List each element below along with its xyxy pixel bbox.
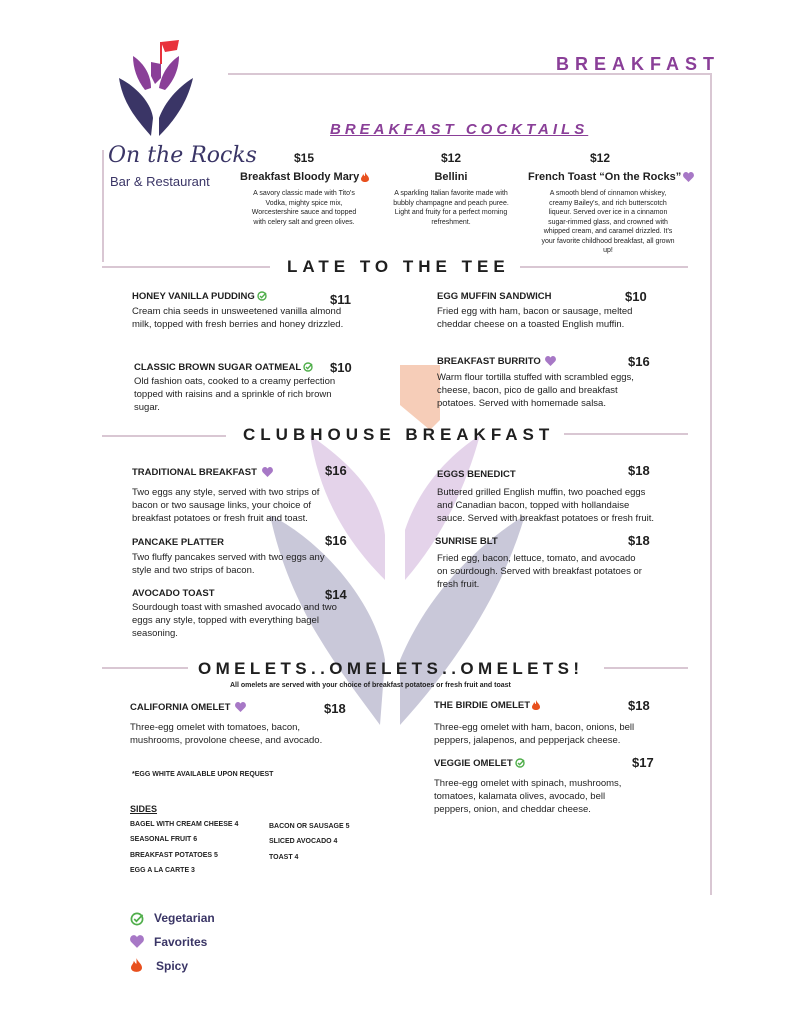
menu-item-desc: Old fashion oats, cooked to a creamy perfection topped with raisins and a sprinkle of rich brown sugar. xyxy=(134,376,336,413)
cocktails-title: BREAKFAST COCKTAILS xyxy=(330,121,589,138)
menu-item-price: $16 xyxy=(628,354,650,369)
menu-item-price: $16 xyxy=(325,533,347,548)
check-leaf-icon xyxy=(130,912,144,926)
section-divider xyxy=(520,266,688,268)
menu-item-name: CALIFORNIA OMELET xyxy=(130,702,246,713)
menu-item-name: CLASSIC BROWN SUGAR OATMEAL xyxy=(134,362,313,373)
menu-item-price: $18 xyxy=(628,698,650,713)
legend-vegetarian: Vegetarian xyxy=(154,911,215,925)
menu-item-desc: Buttered grilled English muffin, two poached eggs and Canadian bacon, topped with hollandaise sauce. Served with breakfast potatoes or fresh fruit. xyxy=(437,487,655,524)
page-title: BREAKFAST xyxy=(556,54,721,74)
section-divider xyxy=(102,435,226,437)
menu-item-name: AVOCADO TOAST xyxy=(132,588,215,599)
heart-icon xyxy=(235,702,246,712)
check-leaf-icon xyxy=(303,362,313,372)
menu-item-desc: Cream chia seeds in unsweetened vanilla almond milk, topped with fresh berries and honey drizzled. xyxy=(132,306,344,330)
section-title-late: LATE TO THE TEE xyxy=(287,257,510,276)
legend-spicy: Spicy xyxy=(156,959,189,973)
menu-item-price: $10 xyxy=(625,289,647,304)
flame-icon xyxy=(532,700,540,710)
menu-item-name: EGGS BENEDICT xyxy=(437,469,516,480)
check-leaf-icon xyxy=(257,291,267,301)
cocktail-name: French Toast “On the Rocks” xyxy=(528,171,682,183)
side-item: TOAST 4 xyxy=(269,854,299,861)
legend-favorites: Favorites xyxy=(154,935,208,949)
menu-item-name: TRADITIONAL BREAKFAST xyxy=(132,467,273,478)
menu-item-name: HONEY VANILLA PUDDING xyxy=(132,291,267,302)
section-divider xyxy=(102,266,270,268)
cocktail-desc: A smooth blend of cinnamon whiskey, creamy Bailey's, and rich butterscotch liqueur. Served over ice in a cinnamon sugar-rimmed glass, and crowned with whipped cream, and caramel drizzled. It's your favorite childhood breakfast, all grown up! xyxy=(541,190,675,254)
side-item: BAGEL WITH CREAM CHEESE 4 xyxy=(130,821,239,828)
section-divider xyxy=(102,667,188,669)
menu-item-desc: Sourdough toast with smashed avocado and two eggs any style, topped with everything bagel seasoning. xyxy=(132,602,337,639)
menu-item-desc: Warm flour tortilla stuffed with scrambled eggs, cheese, bacon, pico de gallo and breakfast potatoes. Served with homemade salsa. xyxy=(437,372,634,409)
heart-icon xyxy=(545,356,556,366)
side-item: BREAKFAST POTATOES 5 xyxy=(130,852,218,859)
side-item: BACON OR SAUSAGE 5 xyxy=(269,823,350,830)
heart-icon xyxy=(262,467,273,477)
menu-item-price: $16 xyxy=(325,463,347,478)
menu-item-price: $18 xyxy=(324,701,346,716)
side-item: SLICED AVOCADO 4 xyxy=(269,838,338,845)
menu-item-desc: Three-egg omelet with ham, bacon, onions, bell peppers, jalapenos, and pepperjack cheese. xyxy=(434,722,635,746)
logo-icon xyxy=(115,38,197,138)
omelets-note: All omelets are served with your choice of breakfast potatoes or fresh fruit and toast xyxy=(230,682,511,689)
menu-item-price: $18 xyxy=(628,533,650,548)
menu-item-name: VEGGIE OMELET xyxy=(434,758,525,769)
cocktail-price: $12 xyxy=(589,151,611,165)
menu-item-name: PANCAKE PLATTER xyxy=(132,537,225,548)
brand-subtitle: Bar & Restaurant xyxy=(110,174,210,189)
menu-item-price: $18 xyxy=(628,463,650,478)
flame-icon xyxy=(131,958,142,972)
cocktail-item xyxy=(240,151,368,227)
menu-item-price: $10 xyxy=(330,360,352,375)
menu-item-price: $14 xyxy=(325,587,347,602)
check-leaf-icon xyxy=(515,758,525,768)
menu-item-desc: Fried egg with ham, bacon or sausage, melted cheddar cheese on a toasted English muffin. xyxy=(437,306,633,330)
frame-left-line xyxy=(102,150,104,262)
egg-white-note: *EGG WHITE AVAILABLE UPON REQUEST xyxy=(132,771,274,778)
menu-item-desc: Two eggs any style, served with two strips of bacon or two sausage links, your choice of breakfast potatoes or fresh fruit and toast. xyxy=(132,487,320,524)
menu-item-name: BREAKFAST BURRITO xyxy=(437,356,556,367)
menu-item-name: EGG MUFFIN SANDWICH xyxy=(437,291,552,302)
menu-item-desc: Fried egg, bacon, lettuce, tomato, and avocado on sourdough. Served with breakfast potatoes or fresh fruit. xyxy=(437,553,642,590)
cocktail-name: Bellini xyxy=(434,171,468,183)
menu-item-price: $17 xyxy=(632,755,654,770)
cocktail-name: Breakfast Bloody Mary xyxy=(240,171,360,183)
frame-right-line xyxy=(710,73,712,895)
flame-icon xyxy=(361,172,369,182)
menu-item-name: THE BIRDIE OMELET xyxy=(434,700,540,711)
cocktail-desc: A savory classic made with Tito's Vodka, mighty spice mix, Worcestershire sauce and topped with celery salt and green olives. xyxy=(251,190,357,226)
cocktail-price: $15 xyxy=(293,151,315,165)
menu-item-desc: Three-egg omelet with tomatoes, bacon, mushrooms, provolone cheese, and avocado. xyxy=(130,722,323,746)
side-item: EGG A LA CARTE 3 xyxy=(130,867,195,874)
sides-title: SIDES xyxy=(130,804,158,814)
heart-icon xyxy=(130,935,144,948)
menu-item-price: $11 xyxy=(330,292,351,307)
cocktail-item xyxy=(528,151,688,256)
menu-item-desc: Two fluffy pancakes served with two eggs any style and two strips of bacon. xyxy=(132,552,325,576)
menu-item-desc: Three-egg omelet with spinach, mushrooms, tomatoes, kalamata olives, avocado, bell peppers, onion, and cheddar cheese. xyxy=(434,778,622,815)
section-divider xyxy=(564,433,688,435)
heart-icon xyxy=(683,172,694,182)
cocktail-desc: A sparkling Italian favorite made with bubbly champagne and peach puree. Light and fruity for a perfect morning refreshment. xyxy=(393,190,509,226)
cocktail-item xyxy=(392,151,510,227)
menu-item-name: SUNRISE BLT xyxy=(435,536,498,547)
section-title-omelets: OMELETS..OMELETS..OMELETS! xyxy=(198,659,584,678)
section-title-club: CLUBHOUSE BREAKFAST xyxy=(243,425,555,444)
cocktail-price: $12 xyxy=(440,151,462,165)
brand-name: On the Rocks xyxy=(108,143,257,168)
section-divider xyxy=(604,667,688,669)
side-item: SEASONAL FRUIT 6 xyxy=(130,836,198,843)
